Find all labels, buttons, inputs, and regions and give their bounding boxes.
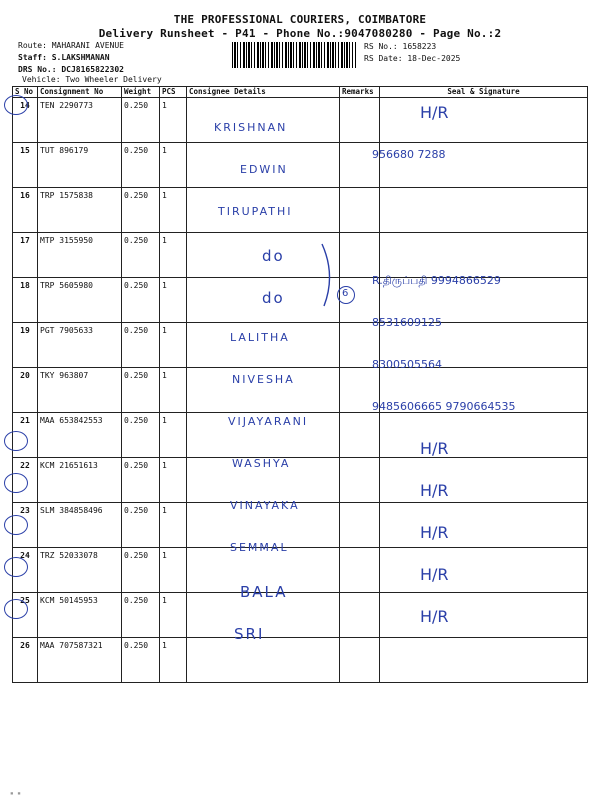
- staff-label: Staff: S.LAKSHMANAN: [18, 53, 110, 62]
- handwritten-consignee-name: EDWIN: [240, 163, 288, 176]
- sno-circle-icon: [4, 557, 28, 577]
- row-signature-cell: [380, 98, 588, 143]
- row-consignment-no: TRZ 52033078: [38, 548, 122, 593]
- sno-circle-icon: [4, 473, 28, 493]
- company-title: THE PROFESSIONAL COURIERS, COIMBATORE: [173, 13, 427, 26]
- row-sno: 20: [13, 368, 38, 413]
- sno-circle-icon: [4, 599, 28, 619]
- row-pcs: 1: [160, 458, 187, 503]
- handwritten-consignee-name: WASHYA: [232, 457, 291, 470]
- row-remarks-cell: [340, 458, 380, 503]
- rs-date: RS Date: 18-Dec-2025: [364, 54, 461, 63]
- row-signature-cell: [380, 593, 588, 638]
- sno-circle-icon: [4, 515, 28, 535]
- row-remarks-cell: [340, 413, 380, 458]
- row-weight: 0.250: [122, 233, 160, 278]
- row-remarks-cell: [340, 233, 380, 278]
- handwritten-consignee-name: BALA: [240, 583, 288, 601]
- handwritten-consignee-name: KRISHNAN: [214, 121, 288, 134]
- runsheet-subtitle: Delivery Runsheet - P41 - Phone No.:9047080280 - Page No.:2: [98, 27, 502, 40]
- row-weight: 0.250: [122, 503, 160, 548]
- row-remarks-cell: [340, 188, 380, 233]
- row-signature-cell: [380, 503, 588, 548]
- vehicle-label: Vehicle: Two Wheeler Delivery: [22, 75, 162, 84]
- row-pcs: 1: [160, 548, 187, 593]
- row-pcs: 1: [160, 368, 187, 413]
- handwritten-consignee-name: VIJAYARANI: [228, 415, 309, 428]
- row-remarks-cell: [340, 593, 380, 638]
- row-sno: 23: [13, 503, 38, 548]
- handwritten-consignee-name: NIVESHA: [232, 373, 295, 386]
- table-row: [13, 503, 588, 548]
- column-header: PCS: [160, 87, 187, 98]
- row-remarks-cell: [340, 503, 380, 548]
- handwritten-signature: H/R: [420, 523, 449, 542]
- row-remarks-cell: [340, 548, 380, 593]
- row-signature-cell: [380, 188, 588, 233]
- row-weight: 0.250: [122, 548, 160, 593]
- handwritten-consignee-name: LALITHA: [230, 331, 290, 344]
- row-weight: 0.250: [122, 323, 160, 368]
- handwritten-signature: H/R: [420, 565, 449, 584]
- row-pcs: 1: [160, 188, 187, 233]
- row-sno: 16: [13, 188, 38, 233]
- row-sno: 14: [13, 98, 38, 143]
- bracket-stroke-icon: [318, 240, 338, 310]
- row-signature-cell: [380, 413, 588, 458]
- handwritten-signature: H/R: [420, 607, 449, 626]
- route-label: Route: MAHARANI AVENUE: [18, 41, 124, 50]
- table-row: [13, 188, 588, 233]
- rs-number: RS No.: 1658223: [364, 42, 437, 51]
- row-consignment-no: KCM 21651613: [38, 458, 122, 503]
- row-sno: 26: [13, 638, 38, 683]
- row-weight: 0.250: [122, 143, 160, 188]
- row-weight: 0.250: [122, 278, 160, 323]
- table-row: [13, 593, 588, 638]
- row-sno: 24: [13, 548, 38, 593]
- handwritten-consignee-name: SEMMAL: [230, 541, 289, 554]
- handwritten-consignee-name: TIRUPATHI: [218, 205, 293, 218]
- row-pcs: 1: [160, 323, 187, 368]
- handwritten-signature: 8300505564: [372, 358, 442, 371]
- row-consignment-no: MAA 707587321: [38, 638, 122, 683]
- row-pcs: 1: [160, 638, 187, 683]
- row-pcs: 1: [160, 143, 187, 188]
- row-pcs: 1: [160, 503, 187, 548]
- row-pcs: 1: [160, 413, 187, 458]
- row-pcs: 1: [160, 278, 187, 323]
- table-row: [13, 98, 588, 143]
- handwritten-consignee-name: do: [262, 289, 285, 307]
- row-sno: 18: [13, 278, 38, 323]
- column-header: Consignment No: [38, 87, 122, 98]
- column-header: Consignee Details: [187, 87, 340, 98]
- row-weight: 0.250: [122, 458, 160, 503]
- row-remarks-cell: [340, 638, 380, 683]
- row-sno: 22: [13, 458, 38, 503]
- row-consignee-cell: [187, 638, 340, 683]
- table-row: [13, 233, 588, 278]
- row-consignment-no: TRP 1575838: [38, 188, 122, 233]
- row-pcs: 1: [160, 98, 187, 143]
- row-signature-cell: [380, 458, 588, 503]
- handwritten-consignee-name: SRI: [234, 625, 265, 643]
- row-signature-cell: [380, 638, 588, 683]
- footer-mark: ▪ ▪: [10, 790, 21, 797]
- handwritten-signature: 9485606665 9790664535: [372, 400, 516, 413]
- remark-mark: 6: [342, 288, 349, 299]
- handwritten-signature: 956680 7288: [372, 148, 446, 161]
- row-consignment-no: TUT 896179: [38, 143, 122, 188]
- column-header: Remarks: [340, 87, 380, 98]
- row-signature-cell: [380, 548, 588, 593]
- column-header: Weight: [122, 87, 160, 98]
- row-consignment-no: TKY 963807: [38, 368, 122, 413]
- row-pcs: 1: [160, 593, 187, 638]
- handwritten-signature: H/R: [420, 103, 449, 122]
- handwritten-signature: 8531609125: [372, 316, 442, 329]
- sno-circle-icon: [4, 431, 28, 451]
- row-consignment-no: TRP 5605980: [38, 278, 122, 323]
- row-weight: 0.250: [122, 368, 160, 413]
- handwritten-signature: H/R: [420, 481, 449, 500]
- row-weight: 0.250: [122, 188, 160, 233]
- row-consignment-no: SLM 384858496: [38, 503, 122, 548]
- column-header: Seal & Signature: [380, 87, 588, 98]
- column-header: S No: [13, 87, 38, 98]
- handwritten-signature: R.திருப்பதி 9994866529: [372, 274, 501, 287]
- table-header-row: [13, 87, 588, 98]
- row-consignee-cell: [187, 98, 340, 143]
- row-remarks-cell: [340, 98, 380, 143]
- row-weight: 0.250: [122, 593, 160, 638]
- table-row: [13, 458, 588, 503]
- barcode-image: [232, 42, 356, 68]
- row-sno: 17: [13, 233, 38, 278]
- handwritten-consignee-name: do: [262, 247, 285, 265]
- row-sno: 15: [13, 143, 38, 188]
- table-row: [13, 548, 588, 593]
- drs-label: DRS No.: DCJ8165822302: [18, 65, 124, 74]
- row-weight: 0.250: [122, 638, 160, 683]
- row-consignment-no: PGT 7905633: [38, 323, 122, 368]
- row-weight: 0.250: [122, 413, 160, 458]
- table-row: [13, 638, 588, 683]
- sno-circle-icon: [4, 95, 28, 115]
- row-sno: 25: [13, 593, 38, 638]
- row-sno: 21: [13, 413, 38, 458]
- row-consignment-no: MAA 653842553: [38, 413, 122, 458]
- row-pcs: 1: [160, 233, 187, 278]
- row-sno: 19: [13, 323, 38, 368]
- handwritten-signature: H/R: [420, 439, 449, 458]
- row-signature-cell: [380, 233, 588, 278]
- row-consignment-no: TEN 2290773: [38, 98, 122, 143]
- row-consignment-no: MTP 3155950: [38, 233, 122, 278]
- runsheet-table: [12, 86, 588, 683]
- handwritten-consignee-name: VINAYAKA: [230, 499, 300, 512]
- row-consignee-cell: [187, 323, 340, 368]
- row-weight: 0.250: [122, 98, 160, 143]
- row-consignment-no: KCM 50145953: [38, 593, 122, 638]
